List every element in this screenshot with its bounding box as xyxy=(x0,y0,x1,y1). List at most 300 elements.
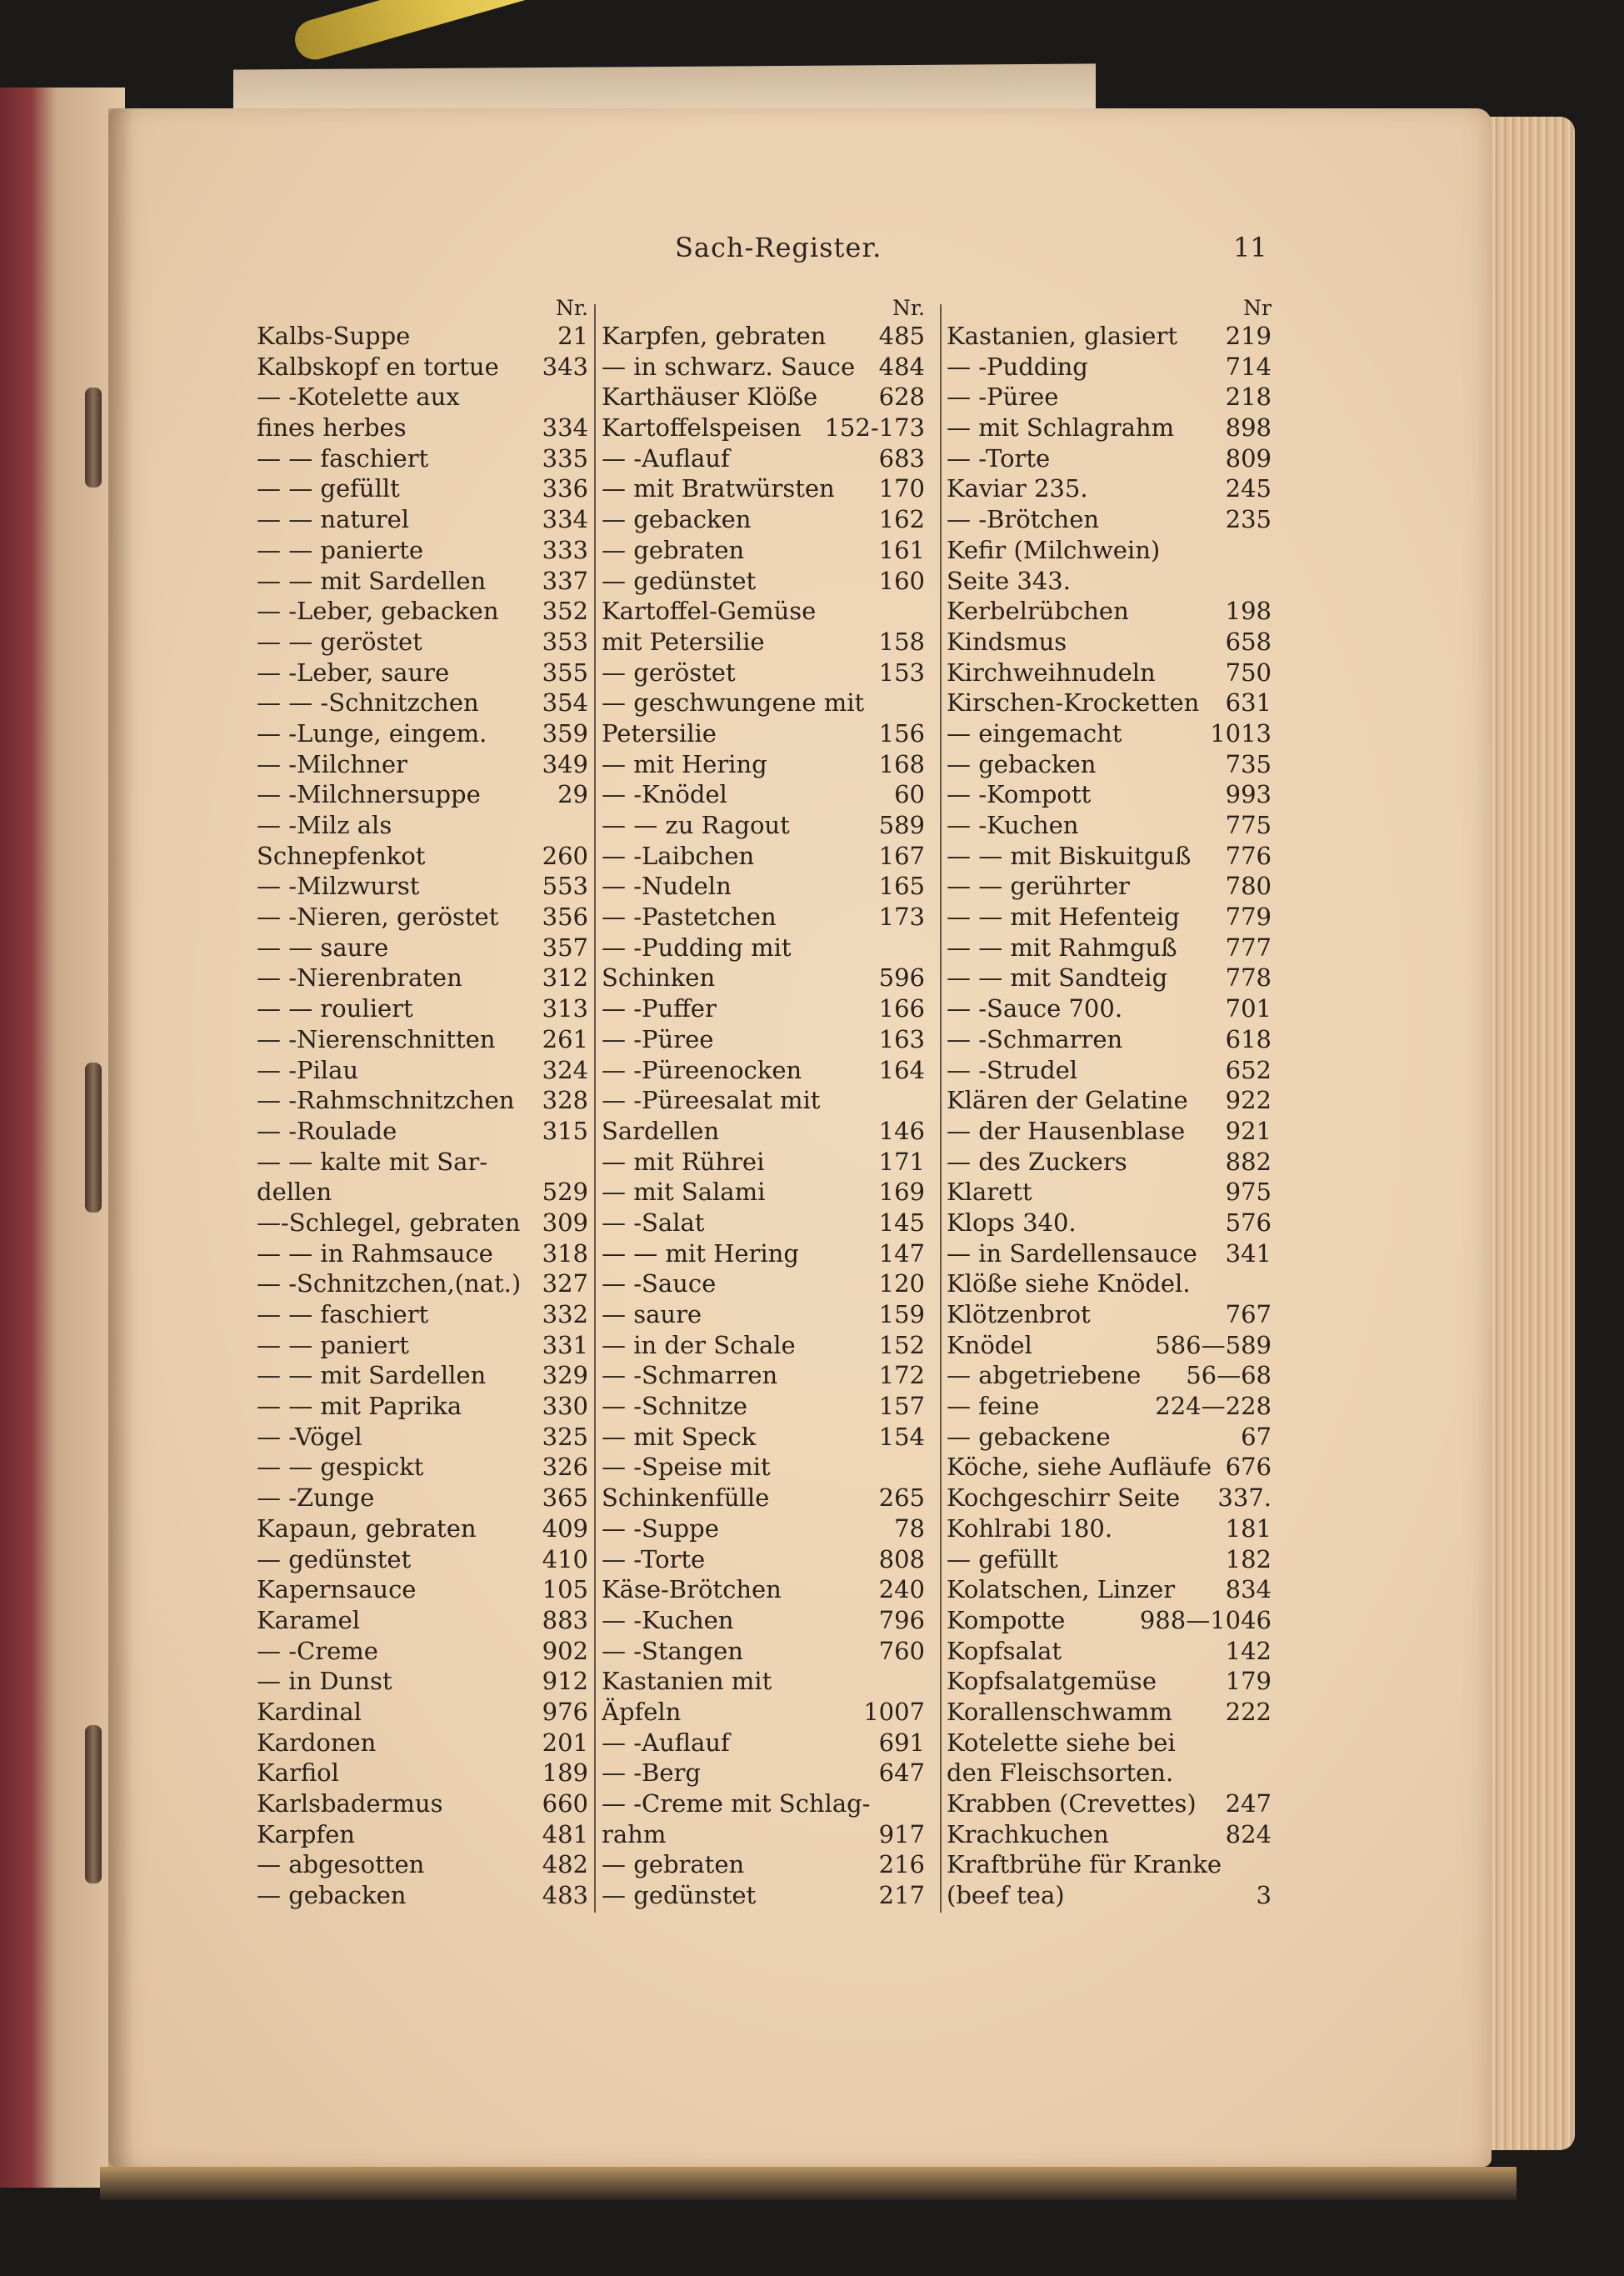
index-entry xyxy=(257,658,588,688)
entry-number: 780 xyxy=(1225,872,1272,901)
index-entry xyxy=(947,1483,1272,1513)
entry-term: Kapaun, gebraten xyxy=(257,1513,477,1543)
index-entry xyxy=(257,596,588,627)
index-entry xyxy=(602,1697,925,1728)
entry-term: — in Sardellensauce xyxy=(947,1238,1197,1268)
index-entry xyxy=(257,1819,588,1850)
entry-term: — -Auflauf xyxy=(602,443,730,473)
index-entry xyxy=(947,535,1272,566)
entry-term: — -Püree xyxy=(947,383,1059,412)
entry-term: — gebacken xyxy=(602,505,752,534)
entry-number: 484 xyxy=(878,352,925,381)
entry-number: 309 xyxy=(542,1208,588,1237)
entry-term: rahm xyxy=(602,1819,667,1848)
entry-term: — — rouliert xyxy=(257,994,413,1023)
entry-number: 359 xyxy=(542,718,588,748)
entry-term: — in Dunst xyxy=(257,1667,392,1696)
entry-term: — mit Speck xyxy=(602,1422,757,1451)
entry-term: Kastanien mit xyxy=(602,1667,772,1696)
entry-number: 779 xyxy=(1225,903,1272,932)
entry-number: 356 xyxy=(542,903,588,932)
entry-term: — -Püreenocken xyxy=(602,1055,802,1084)
entry-number: 691 xyxy=(878,1728,925,1757)
index-entry xyxy=(947,1208,1272,1238)
index-entry xyxy=(947,1758,1272,1788)
index-entry xyxy=(947,1819,1272,1850)
entry-number: 917 xyxy=(878,1819,925,1848)
index-entry xyxy=(602,1758,925,1788)
entry-number: 349 xyxy=(542,749,588,778)
entry-term: — -Torte xyxy=(602,1544,706,1573)
entry-number: 162 xyxy=(878,505,925,534)
entry-number: 167 xyxy=(878,841,925,870)
entry-number: 988—1046 xyxy=(1139,1605,1272,1634)
index-entry xyxy=(602,1788,925,1819)
entry-term: — -Schmarren xyxy=(602,1361,778,1390)
entry-term: — — in Rahmsauce xyxy=(257,1238,493,1268)
index-entry xyxy=(257,1574,588,1605)
entry-term: — -Torte xyxy=(947,443,1051,473)
index-entry xyxy=(257,933,588,963)
index-entry xyxy=(257,871,588,902)
entry-term: — -Leber, saure xyxy=(257,658,450,687)
index-entry xyxy=(947,1177,1272,1208)
index-entry xyxy=(602,658,925,688)
entry-term: — -Sauce xyxy=(602,1269,717,1298)
entry-number: 336 xyxy=(542,474,588,503)
entry-term: Kindsmus xyxy=(947,627,1067,656)
page-number: 11 xyxy=(1233,232,1267,263)
index-entry xyxy=(602,1208,925,1238)
entry-term: — — gespickt xyxy=(257,1453,424,1482)
entry-term: — -Knödel xyxy=(602,780,727,809)
entry-term: — -Pilau xyxy=(257,1055,359,1084)
page-title: Sach-Register. xyxy=(675,232,882,263)
entry-number: 165 xyxy=(878,872,925,901)
entry-term: — — geröstet xyxy=(257,627,422,656)
entry-number: 172 xyxy=(878,1361,925,1390)
index-entry xyxy=(947,321,1272,352)
index-entry xyxy=(947,902,1272,933)
entry-term: — -Schnitze xyxy=(602,1392,747,1421)
index-entry xyxy=(602,473,925,504)
index-entry xyxy=(947,841,1272,872)
index-entry xyxy=(602,504,925,535)
entry-term: — — saure xyxy=(257,933,389,962)
entry-term: — -Pudding xyxy=(947,352,1088,381)
index-entry xyxy=(602,718,925,749)
index-entry xyxy=(602,1636,925,1667)
index-entry xyxy=(947,1574,1272,1605)
index-entry xyxy=(257,1177,588,1208)
entry-number: 596 xyxy=(878,963,925,993)
entry-number: 145 xyxy=(878,1208,925,1237)
entry-term: — — mit Sardellen xyxy=(257,566,487,595)
index-entry xyxy=(257,321,588,352)
index-entry xyxy=(257,993,588,1024)
entry-term: — -Pudding mit xyxy=(602,933,792,962)
entry-term: Kompotte xyxy=(947,1605,1066,1634)
entry-term: — mit Schlagrahm xyxy=(947,413,1175,443)
index-column-2 xyxy=(602,296,925,1911)
entry-number: 921 xyxy=(1225,1116,1272,1145)
index-entry xyxy=(257,566,588,597)
index-entry xyxy=(602,627,925,658)
index-entry xyxy=(602,1177,925,1208)
index-entry xyxy=(947,1636,1272,1667)
entry-number: 809 xyxy=(1225,443,1272,473)
entry-term: dellen xyxy=(257,1178,332,1207)
index-entry xyxy=(947,1238,1272,1269)
entry-term: Äpfeln xyxy=(602,1697,682,1726)
index-entry xyxy=(602,1452,925,1483)
entry-number: 182 xyxy=(1225,1544,1272,1573)
entry-number: 1013 xyxy=(1210,718,1272,748)
binding-staple xyxy=(85,388,102,488)
index-entry xyxy=(947,566,1272,597)
index-entry xyxy=(602,382,925,413)
index-entry xyxy=(947,1605,1272,1636)
entry-number: 354 xyxy=(542,688,588,718)
index-entry xyxy=(602,993,925,1024)
index-entry xyxy=(257,413,588,443)
entry-term: — feine xyxy=(947,1392,1040,1421)
index-entry xyxy=(602,1544,925,1575)
entry-number: 760 xyxy=(878,1636,925,1665)
entry-number: 775 xyxy=(1225,811,1272,839)
entry-term: Kaviar 235. xyxy=(947,474,1088,503)
entry-number: 157 xyxy=(878,1392,925,1421)
entry-term: Krachkuchen xyxy=(947,1819,1109,1848)
index-entry xyxy=(947,1697,1272,1728)
entry-term: — — mit Sardellen xyxy=(257,1361,487,1390)
entry-term: Klöße siehe Knödel. xyxy=(947,1269,1191,1298)
index-entry xyxy=(257,1513,588,1544)
index-entry xyxy=(947,871,1272,902)
index-entry xyxy=(947,473,1272,504)
entry-number: 776 xyxy=(1225,841,1272,870)
entry-number: 922 xyxy=(1225,1086,1272,1115)
index-entry xyxy=(602,871,925,902)
entry-term: Kirchweihnudeln xyxy=(947,658,1156,687)
entry-term: — in der Schale xyxy=(602,1330,796,1359)
entry-number: 152 xyxy=(878,1330,925,1359)
entry-number: 56—68 xyxy=(1186,1361,1272,1390)
entry-number: 750 xyxy=(1225,658,1272,687)
index-entry xyxy=(257,1758,588,1788)
entry-number: 152-173 xyxy=(824,413,925,443)
index-entry xyxy=(947,993,1272,1024)
index-entry xyxy=(602,1849,925,1880)
entry-number: 481 xyxy=(542,1819,588,1848)
entry-number: 357 xyxy=(542,933,588,962)
entry-number: 156 xyxy=(878,718,925,748)
index-entry xyxy=(602,1024,925,1055)
index-entry xyxy=(257,1666,588,1697)
entry-number: 158 xyxy=(878,627,925,656)
entry-number: 658 xyxy=(1225,627,1272,656)
index-entry xyxy=(947,504,1272,535)
entry-term: — abgesotten xyxy=(257,1850,425,1879)
entry-number: 153 xyxy=(878,658,925,687)
entry-term: Karfiol xyxy=(257,1758,339,1788)
entry-term: Karlsbadermus xyxy=(257,1789,443,1818)
entry-number: 337. xyxy=(1217,1483,1272,1513)
index-entry xyxy=(602,933,925,963)
entry-number: 78 xyxy=(894,1513,925,1543)
entry-term: Karpfen, gebraten xyxy=(602,322,827,350)
index-entry xyxy=(257,1238,588,1269)
index-entry xyxy=(947,1024,1272,1055)
index-entry xyxy=(602,535,925,566)
index-entry xyxy=(947,963,1272,993)
entry-number: 325 xyxy=(542,1422,588,1451)
entry-number: 808 xyxy=(878,1544,925,1573)
index-entry xyxy=(947,933,1272,963)
index-entry xyxy=(602,1147,925,1178)
index-entry xyxy=(257,1085,588,1116)
index-entry xyxy=(602,1574,925,1605)
entry-number: 529 xyxy=(542,1178,588,1207)
index-entry xyxy=(257,352,588,383)
entry-term: (beef tea) xyxy=(947,1881,1065,1910)
entry-term: — -Brötchen xyxy=(947,505,1100,534)
index-entry xyxy=(257,1147,588,1178)
entry-term: — der Hausenblase xyxy=(947,1116,1186,1145)
entry-term: —-Schlegel, gebraten xyxy=(257,1208,521,1237)
index-entry xyxy=(257,504,588,535)
index-entry xyxy=(602,1268,925,1299)
entry-number: 168 xyxy=(878,749,925,778)
index-entry xyxy=(947,1788,1272,1819)
entry-term: Korallenschwamm xyxy=(947,1697,1172,1726)
entry-term: Kalbskopf en tortue xyxy=(257,352,499,381)
entry-term: Käse-Brötchen xyxy=(602,1575,782,1604)
entry-number: 912 xyxy=(542,1667,588,1696)
index-entry xyxy=(257,1483,588,1513)
index-entry xyxy=(257,1605,588,1636)
index-entry xyxy=(602,1116,925,1147)
index-entry xyxy=(602,1605,925,1636)
entry-number: 330 xyxy=(542,1392,588,1421)
column-heading: Nr. xyxy=(555,296,588,320)
index-entry xyxy=(602,1880,925,1911)
entry-number: 164 xyxy=(878,1055,925,1084)
index-entry xyxy=(602,1085,925,1116)
entry-term: — -Milzwurst xyxy=(257,872,420,901)
index-entry xyxy=(602,1330,925,1361)
index-entry xyxy=(257,473,588,504)
index-entry xyxy=(602,1299,925,1330)
column-rule xyxy=(594,304,596,1913)
index-entry xyxy=(947,810,1272,841)
index-entry xyxy=(947,1147,1272,1178)
index-entry xyxy=(257,1391,588,1422)
entry-term: — gebackene xyxy=(947,1422,1111,1451)
index-entry xyxy=(602,688,925,718)
entry-number: 410 xyxy=(542,1544,588,1573)
entry-number: 333 xyxy=(542,535,588,564)
entry-number: 142 xyxy=(1225,1636,1272,1665)
entry-term: Kastanien, glasiert xyxy=(947,322,1177,350)
entry-term: — — mit Hering xyxy=(602,1238,799,1268)
entry-number: 335 xyxy=(542,443,588,473)
entry-term: Klarett xyxy=(947,1178,1032,1207)
entry-term: — — faschiert xyxy=(257,443,429,473)
entry-term: Schinken xyxy=(602,963,716,993)
entry-term: — — gerührter xyxy=(947,872,1130,901)
entry-term: Kochgeschirr Seite xyxy=(947,1483,1181,1513)
entry-number: 714 xyxy=(1225,352,1272,381)
entry-term: — -Sauce 700. xyxy=(947,994,1123,1023)
index-entry xyxy=(947,352,1272,383)
index-entry xyxy=(257,1849,588,1880)
index-entry xyxy=(602,596,925,627)
entry-term: — — zu Ragout xyxy=(602,811,790,839)
index-entry xyxy=(257,382,588,413)
index-entry xyxy=(602,1360,925,1391)
entry-term: Karthäuser Klöße xyxy=(602,383,818,412)
index-entry xyxy=(602,1422,925,1453)
index-entry xyxy=(257,1360,588,1391)
entry-term: Kirschen-Krocketten xyxy=(947,688,1200,718)
index-entry xyxy=(602,779,925,810)
index-entry xyxy=(602,1055,925,1086)
entry-term: — — kalte mit Sar- xyxy=(257,1147,488,1176)
entry-number: 154 xyxy=(878,1422,925,1451)
entry-term: Klops 340. xyxy=(947,1208,1077,1237)
entry-number: 67 xyxy=(1241,1422,1272,1451)
entry-number: 618 xyxy=(1225,1024,1272,1053)
index-entry xyxy=(947,749,1272,780)
index-entry xyxy=(257,688,588,718)
index-entry xyxy=(947,627,1272,658)
entry-number: 179 xyxy=(1225,1667,1272,1696)
index-entry xyxy=(257,963,588,993)
entry-term: — in schwarz. Sauce xyxy=(602,352,856,381)
entry-term: Kartoffel-Gemüse xyxy=(602,597,817,626)
entry-number: 883 xyxy=(542,1605,588,1634)
index-entry xyxy=(602,1391,925,1422)
entry-term: — gedünstet xyxy=(602,566,757,595)
page-header xyxy=(0,232,1624,268)
entry-term: Karpfen xyxy=(257,1819,355,1848)
entry-number: 482 xyxy=(542,1850,588,1879)
entry-number: 218 xyxy=(1225,383,1272,412)
entry-term: — -Schmarren xyxy=(947,1024,1123,1053)
bookmark-ribbon xyxy=(290,0,549,64)
entry-term: — -Püreesalat mit xyxy=(602,1086,821,1115)
entry-term: Kopfsalat xyxy=(947,1636,1062,1665)
entry-number: 343 xyxy=(542,352,588,381)
entry-term: — — panierte xyxy=(257,535,424,564)
entry-term: Kapernsauce xyxy=(257,1575,417,1604)
index-entry xyxy=(947,688,1272,718)
index-entry xyxy=(257,1728,588,1758)
entry-number: 327 xyxy=(542,1269,588,1298)
index-entry xyxy=(257,841,588,872)
entry-term: Kardonen xyxy=(257,1728,377,1757)
entry-number: 631 xyxy=(1225,688,1272,718)
index-entry xyxy=(947,1728,1272,1758)
entry-number: 219 xyxy=(1225,322,1272,350)
index-entry xyxy=(257,1422,588,1453)
index-entry xyxy=(947,658,1272,688)
index-entry xyxy=(602,841,925,872)
entry-number: 576 xyxy=(1225,1208,1272,1237)
index-entry xyxy=(947,1268,1272,1299)
entry-number: 161 xyxy=(878,535,925,564)
index-entry xyxy=(257,1116,588,1147)
index-entry xyxy=(602,1483,925,1513)
index-entry xyxy=(257,810,588,841)
entry-number: 160 xyxy=(878,566,925,595)
binding-staple xyxy=(85,1725,102,1883)
entry-number: 235 xyxy=(1225,505,1272,534)
entry-number: 222 xyxy=(1225,1697,1272,1726)
entry-number: 170 xyxy=(878,474,925,503)
entry-term: Kardinal xyxy=(257,1697,362,1726)
entry-number: 647 xyxy=(878,1758,925,1788)
entry-number: 120 xyxy=(878,1269,925,1298)
entry-term: — -Kuchen xyxy=(947,811,1079,839)
entry-number: 824 xyxy=(1225,1819,1272,1848)
entry-number: 701 xyxy=(1225,994,1272,1023)
entry-term: den Fleischsorten. xyxy=(947,1758,1174,1788)
entry-number: 628 xyxy=(878,383,925,412)
entry-term: — des Zuckers xyxy=(947,1147,1127,1176)
entry-term: — -Nudeln xyxy=(602,872,732,901)
entry-term: Kraftbrühe für Kranke xyxy=(947,1850,1222,1879)
entry-number: 589 xyxy=(878,811,925,839)
entry-term: Karamel xyxy=(257,1605,361,1634)
index-entry xyxy=(257,1208,588,1238)
entry-number: 409 xyxy=(542,1513,588,1543)
index-entry xyxy=(602,963,925,993)
entry-number: 216 xyxy=(878,1850,925,1879)
index-entry xyxy=(602,443,925,474)
entry-term: — mit Salami xyxy=(602,1178,766,1207)
index-entry xyxy=(257,627,588,658)
column-heading: Nr xyxy=(1243,296,1272,320)
entry-term: — mit Rührei xyxy=(602,1147,765,1176)
entry-term: fines herbes xyxy=(257,413,407,443)
entry-number: 147 xyxy=(878,1238,925,1268)
entry-number: 189 xyxy=(542,1758,588,1788)
entry-term: — -Auflauf xyxy=(602,1728,730,1757)
index-entry xyxy=(602,566,925,597)
entry-term: — eingemacht xyxy=(947,718,1122,748)
entry-number: 353 xyxy=(542,627,588,656)
entry-number: 169 xyxy=(878,1178,925,1207)
entry-number: 146 xyxy=(878,1116,925,1145)
index-column-3 xyxy=(947,296,1272,1911)
entry-term: — — -Schnitzchen xyxy=(257,688,479,718)
index-column-1 xyxy=(257,296,588,1911)
index-entry xyxy=(947,1299,1272,1330)
entry-term: Petersilie xyxy=(602,718,717,748)
entry-number: 217 xyxy=(878,1881,925,1910)
entry-term: — -Milchnersuppe xyxy=(257,780,481,809)
entry-term: Krabben (Crevettes) xyxy=(947,1789,1197,1818)
entry-term: Kartoffelspeisen xyxy=(602,413,802,443)
entry-number: 3 xyxy=(1256,1881,1272,1910)
entry-term: — -Kotelette aux xyxy=(257,383,460,412)
index-entry xyxy=(257,1055,588,1086)
entry-number: 315 xyxy=(542,1116,588,1145)
entry-term: Klären der Gelatine xyxy=(947,1086,1188,1115)
entry-number: 676 xyxy=(1225,1453,1272,1482)
